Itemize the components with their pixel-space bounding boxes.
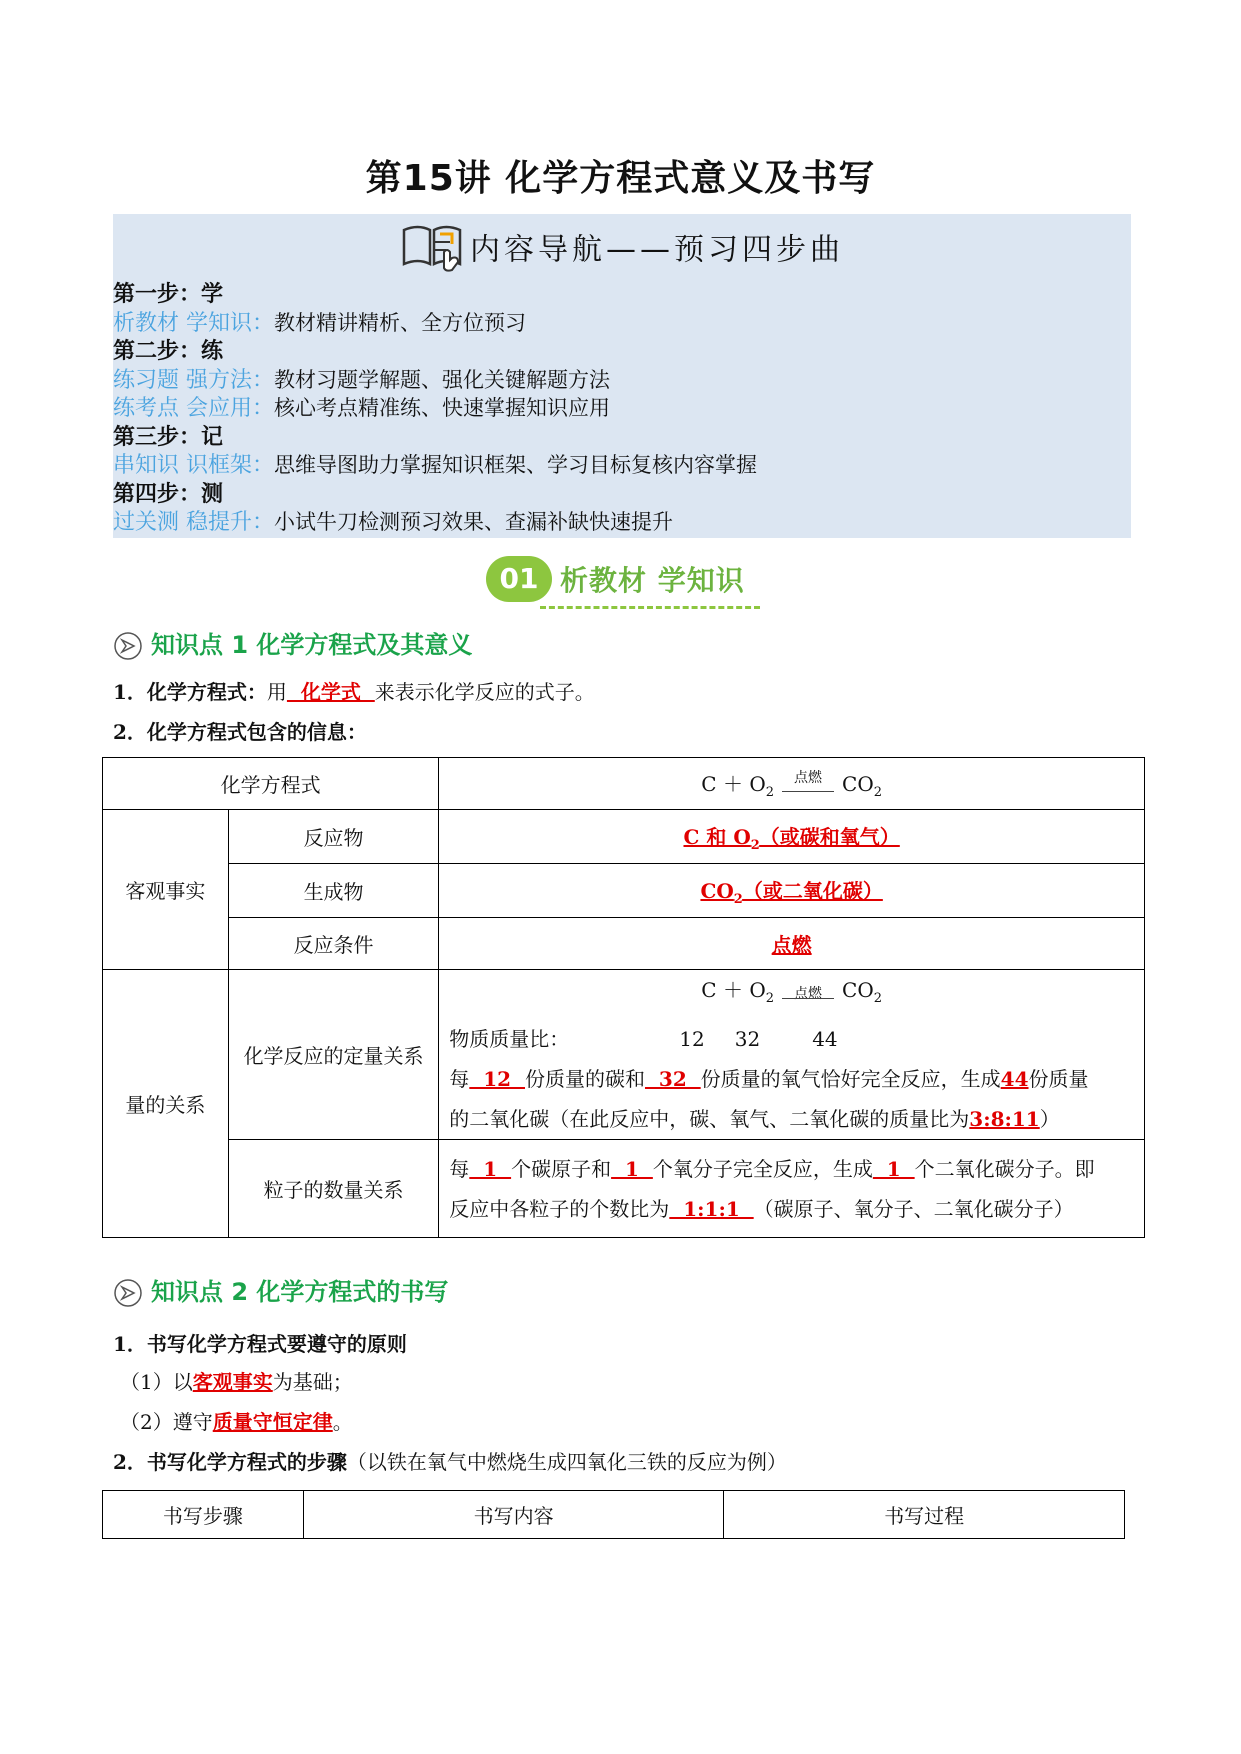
answer-blank: 1:1:1 bbox=[669, 1196, 754, 1221]
nav-lines bbox=[113, 280, 1131, 537]
text: 来表示化学反应的式子。 bbox=[374, 680, 595, 704]
kp2-heading-1: 1．书写化学方程式要遵守的原则 bbox=[113, 1332, 407, 1356]
answer-text: 客观事实 bbox=[192, 1370, 273, 1394]
answer-blank: 32 bbox=[644, 1067, 701, 1091]
answer-blank: 1 bbox=[872, 1156, 915, 1181]
book-hand-icon bbox=[400, 222, 464, 280]
reactant-cell bbox=[439, 810, 1145, 864]
table-header-cell: 书写过程 bbox=[724, 1491, 1125, 1539]
answer-blank: 1 bbox=[469, 1156, 512, 1181]
section-number: 01 bbox=[486, 556, 552, 602]
arrow-circle-icon bbox=[113, 1278, 143, 1308]
reaction-arrow bbox=[782, 771, 834, 799]
kp2-item-2: （2）遵守质量守恒定律。 bbox=[120, 1410, 353, 1434]
equation-info-table bbox=[102, 757, 1145, 1238]
particle-sentence-1: 每 1 个碳原子和 1 个氧分子完全反应，生成 1 个二氧化碳分子。即 bbox=[449, 1156, 1095, 1181]
row-label: 粒子的数量关系 bbox=[228, 1140, 438, 1238]
condition-cell bbox=[439, 918, 1145, 970]
page-title: 第15讲 化学方程式意义及书写 bbox=[365, 158, 876, 199]
section-divider bbox=[540, 606, 760, 609]
row-label: 反应物 bbox=[228, 810, 438, 864]
knowledge-point-2-heading bbox=[113, 1272, 448, 1312]
answer-blank: 12 bbox=[469, 1067, 525, 1091]
group-label-objective: 客观事实 bbox=[103, 810, 229, 970]
answer-blank: 1 bbox=[611, 1156, 653, 1181]
row-label: 生成物 bbox=[228, 864, 438, 918]
nav-item-key: 析教材 学知识： bbox=[113, 310, 274, 336]
section-badge bbox=[486, 556, 745, 602]
chemical-equation bbox=[701, 768, 882, 800]
equation-cell bbox=[439, 758, 1145, 810]
eq-o: O bbox=[749, 771, 766, 796]
row-label: 化学反应的定量关系 bbox=[228, 970, 438, 1140]
eq-plus: ＋ bbox=[722, 771, 743, 796]
nav-item bbox=[113, 394, 1131, 423]
nav-step-label: 第二步：练 bbox=[113, 339, 224, 364]
knowledge-point-title: 知识点 2 化学方程式的书写 bbox=[151, 1278, 449, 1306]
nav-item bbox=[113, 366, 1131, 395]
content-navigation-box bbox=[113, 214, 1131, 538]
nav-step-4 bbox=[113, 480, 1131, 509]
nav-item-key: 练考点 会应用： bbox=[113, 396, 274, 421]
answer-text: 质量守恒定律 bbox=[212, 1410, 333, 1434]
eq-c: C bbox=[701, 771, 717, 796]
kp2-item-1: （1）以客观事实为基础； bbox=[120, 1370, 353, 1394]
answer-text: 点燃 bbox=[771, 933, 812, 957]
writing-steps-table bbox=[102, 1490, 1125, 1539]
kp2-heading-2: 2．书写化学方程式的步骤（以铁在氧气中燃烧生成四氧化三铁的反应为例） bbox=[113, 1450, 787, 1474]
answer-text: $CO_2$（或二氧化碳） bbox=[700, 878, 883, 907]
knowledge-point-title: 知识点 1 化学方程式及其意义 bbox=[151, 631, 473, 659]
nav-item-text: 教材精讲精析、全方位预习 bbox=[274, 310, 526, 335]
answer-text: C 和 $O_2$（或碳和氧气） bbox=[683, 824, 900, 853]
reaction-condition: 点燃 bbox=[794, 770, 823, 786]
table-header-cell: 化学方程式 bbox=[103, 758, 439, 810]
mass-relation-cell bbox=[439, 970, 1145, 1140]
particle-sentence-2: 反应中各粒子的个数比为 1:1:1 （碳原子、氧分子、二氧化碳分子） bbox=[449, 1196, 1074, 1221]
answer-blank: 3:8:11 bbox=[969, 1107, 1040, 1131]
nav-step-label: 第一步：学 bbox=[113, 282, 224, 307]
nav-step-label: 第三步：记 bbox=[113, 424, 224, 450]
nav-item-text: 小试牛刀检测预习效果、查漏补缺快速提升 bbox=[274, 510, 673, 534]
nav-item-text: 思维导图助力掌握知识框架、学习目标复核内容掌握 bbox=[274, 453, 757, 477]
nav-item-text: 核心考点精准练、快速掌握知识应用 bbox=[274, 396, 610, 420]
nav-item-key: 过关测 稳提升： bbox=[113, 510, 274, 535]
answer-blank: 化学式 bbox=[286, 680, 375, 704]
arrow-circle-icon bbox=[113, 631, 143, 661]
nav-step-1 bbox=[113, 280, 1131, 309]
kp1-line-1 bbox=[113, 676, 595, 705]
chemical-equation: $C + O_2$ 点燃 $CO_2$ bbox=[701, 978, 882, 1006]
mass-sentence-2: 的二氧化碳（在此反应中，碳、氧气、二氧化碳的质量比为3:8:11） bbox=[449, 1107, 1060, 1131]
knowledge-point-1-heading bbox=[113, 625, 472, 665]
nav-item bbox=[113, 309, 1131, 338]
nav-heading bbox=[113, 222, 1131, 280]
row-label: 反应条件 bbox=[228, 918, 438, 970]
nav-step-2 bbox=[113, 337, 1131, 366]
table-header-cell: 书写内容 bbox=[303, 1491, 724, 1539]
eq-sub: 2 bbox=[765, 784, 775, 800]
answer-blank: 44 bbox=[1000, 1067, 1029, 1091]
nav-step-label: 第四步：测 bbox=[113, 481, 224, 507]
nav-item-text: 教材习题学解题、强化关键解题方法 bbox=[274, 367, 610, 392]
item-number: 1．化学方程式： bbox=[113, 680, 267, 704]
nav-heading-text: 内容导航——预习四步曲 bbox=[470, 232, 844, 268]
nav-item-key: 串知识 识框架： bbox=[113, 453, 274, 478]
eq-co: CO bbox=[842, 771, 874, 796]
kp1-line-2: 2．化学方程式包含的信息： bbox=[113, 720, 367, 744]
text: 用 bbox=[266, 680, 287, 704]
particle-relation-cell bbox=[439, 1140, 1145, 1238]
nav-step-3 bbox=[113, 423, 1131, 452]
table-header-cell: 书写步骤 bbox=[103, 1491, 304, 1539]
nav-item bbox=[113, 508, 1131, 537]
nav-item-key: 练习题 强方法： bbox=[113, 367, 274, 393]
nav-item bbox=[113, 451, 1131, 480]
reaction-arrow: 点燃 bbox=[782, 978, 834, 1006]
eq-sub: 2 bbox=[873, 784, 882, 800]
product-cell bbox=[439, 864, 1145, 918]
section-label: 析教材 学知识 bbox=[560, 564, 745, 597]
mass-ratio-line: 物质质量比： 12 32 44 bbox=[449, 1027, 838, 1051]
mass-sentence-1: 每 12 份质量的碳和 32 份质量的氧气恰好完全反应，生成44份质量 bbox=[449, 1067, 1089, 1091]
group-label-quantity: 量的关系 bbox=[103, 970, 229, 1238]
